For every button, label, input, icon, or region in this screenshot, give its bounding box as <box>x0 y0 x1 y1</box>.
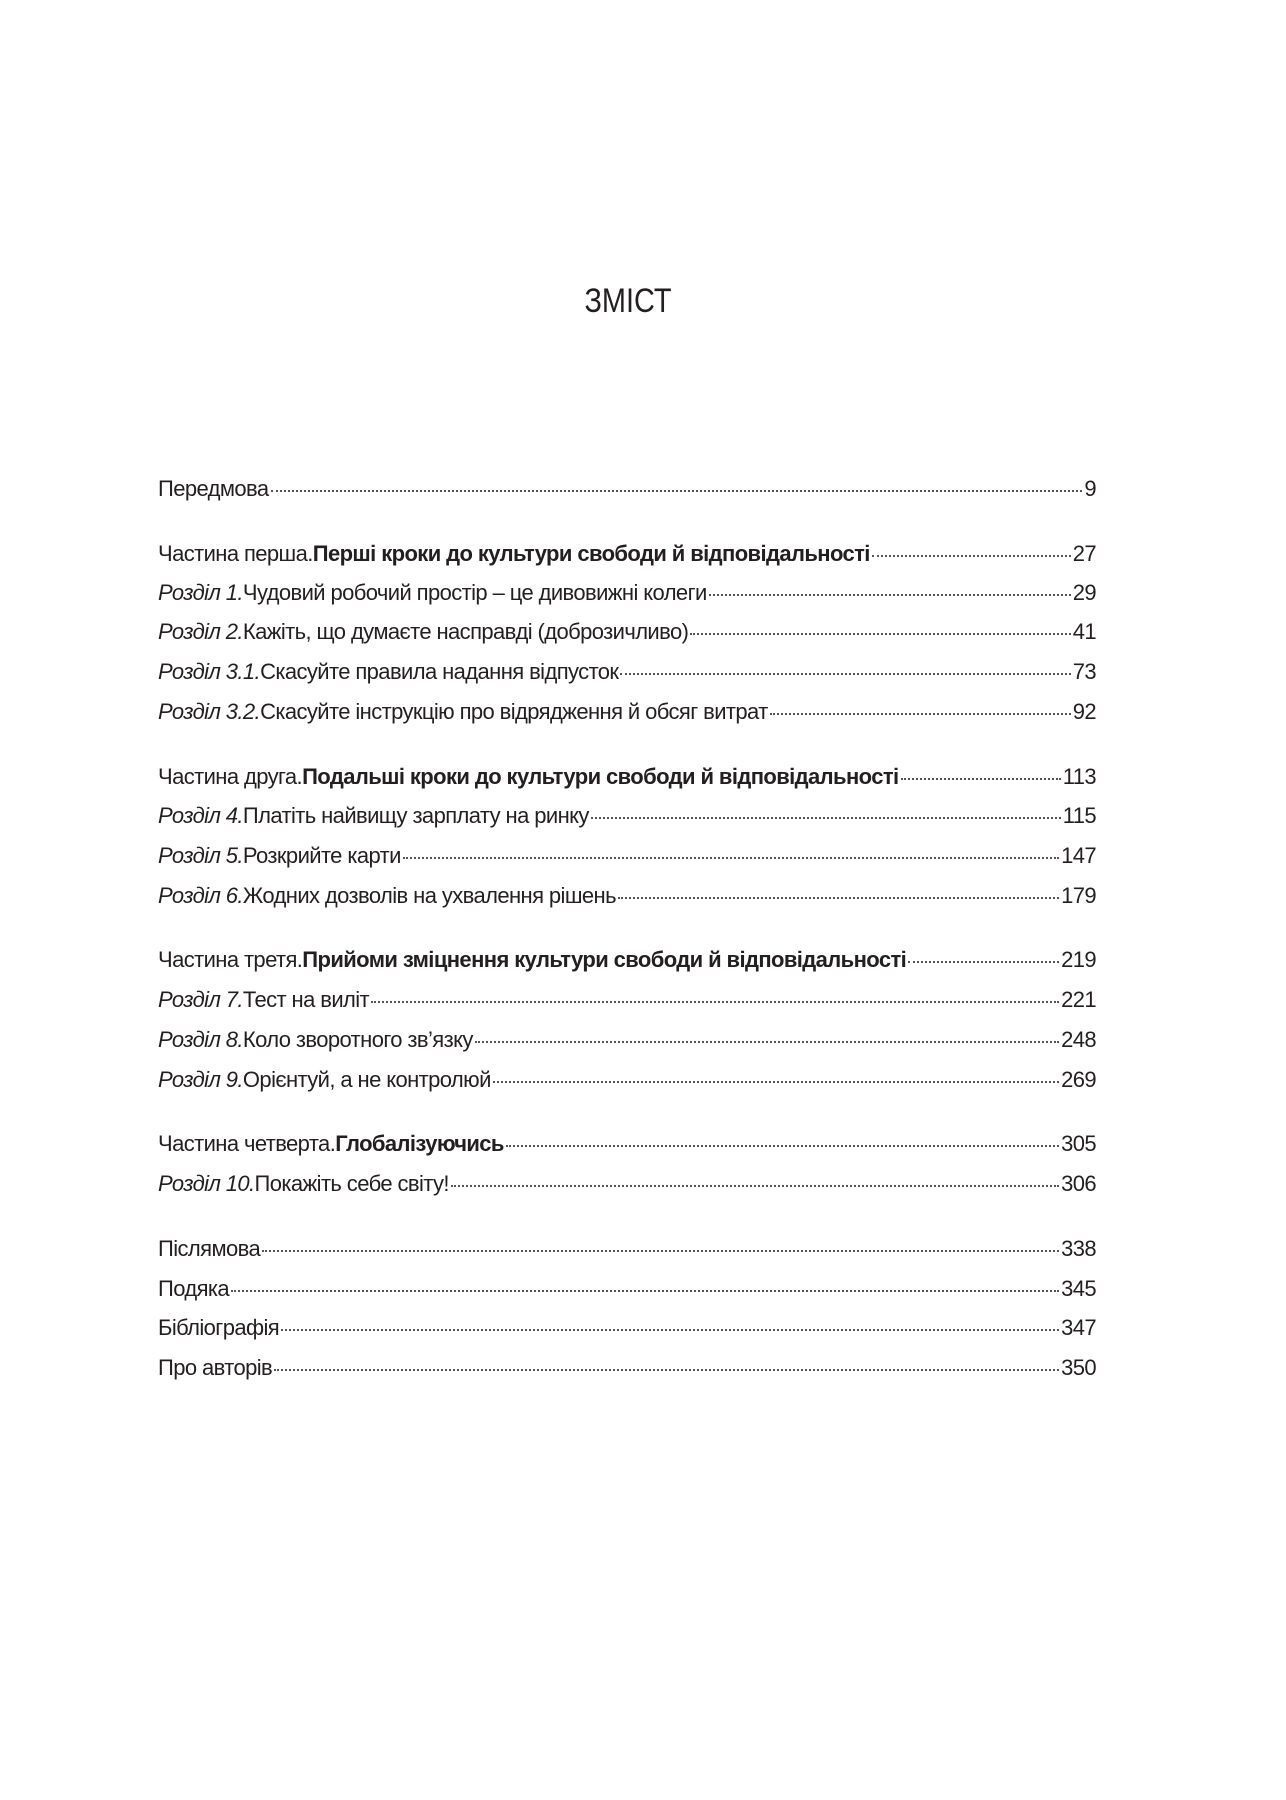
dot-leader <box>770 713 1071 715</box>
entry-page-number: 305 <box>1061 1131 1096 1156</box>
entry-page-number: 92 <box>1072 699 1096 724</box>
entry-page-number: 179 <box>1061 883 1096 908</box>
toc-entry[interactable] <box>158 1027 1096 1053</box>
entry-text: Кажіть, що думаєте насправді (доброзичливо) <box>242 619 689 644</box>
dot-leader <box>281 1329 1059 1331</box>
entry-page-number: 9 <box>1084 476 1096 501</box>
entry-page-number: 269 <box>1061 1067 1096 1092</box>
entry-page-number: 306 <box>1061 1171 1096 1196</box>
toc-entry[interactable] <box>158 1276 1096 1302</box>
dot-leader <box>403 857 1059 859</box>
toc-entry[interactable] <box>158 764 1096 790</box>
entry-page-number: 219 <box>1061 947 1096 972</box>
entry-page-number: 350 <box>1061 1355 1096 1380</box>
toc-entry[interactable] <box>158 541 1096 567</box>
entry-chapter-label: Розділ 1. <box>158 580 243 605</box>
toc-entry[interactable] <box>158 619 1096 645</box>
toc-entry[interactable] <box>158 1131 1096 1157</box>
entry-page-number: 147 <box>1061 843 1096 868</box>
dot-leader <box>591 817 1061 819</box>
dot-leader <box>274 1369 1059 1371</box>
dot-leader <box>262 1250 1059 1252</box>
entry-chapter-label: Розділ 2. <box>158 619 243 644</box>
entry-text: Тест на виліт <box>242 987 370 1012</box>
entry-page-number: 248 <box>1061 1027 1096 1052</box>
entry-text: Частина третя. <box>158 947 303 972</box>
dot-leader <box>371 1001 1059 1003</box>
dot-leader <box>709 594 1071 596</box>
entry-text: Бібліографія <box>158 1315 280 1340</box>
toc-entry[interactable] <box>158 1067 1096 1093</box>
entry-page-number: 113 <box>1062 764 1096 789</box>
entry-text: Чудовий робочий простір – це дивовижні колеги <box>242 580 707 605</box>
entry-page-number: 73 <box>1072 659 1096 684</box>
entry-text: Розкрийте карти <box>242 843 401 868</box>
entry-text: Частина перша. <box>158 541 313 566</box>
entry-text: Скасуйте правила надання відпусток <box>260 659 619 684</box>
entry-chapter-label: Розділ 8. <box>158 1027 243 1052</box>
entry-page-number: 347 <box>1061 1315 1096 1340</box>
dot-leader <box>493 1081 1059 1083</box>
toc-entry[interactable] <box>158 883 1096 909</box>
entry-part-title: Глобалізуючись <box>335 1131 504 1156</box>
entry-text: Орієнтуй, а не контролюй <box>242 1067 491 1092</box>
entry-chapter-label: Розділ 3.1. <box>158 659 261 684</box>
entry-text: Подяка <box>158 1276 230 1301</box>
entry-text: Післямова <box>158 1236 261 1261</box>
toc-entry[interactable] <box>158 1315 1096 1341</box>
entry-chapter-label: Розділ 3.2. <box>158 699 261 724</box>
entry-page-number: 115 <box>1062 803 1096 828</box>
toc-entry[interactable] <box>158 803 1096 829</box>
toc-entry[interactable] <box>158 947 1096 973</box>
dot-leader <box>872 555 1071 557</box>
entry-chapter-label: Розділ 4. <box>158 803 243 828</box>
dot-leader <box>690 633 1070 635</box>
dot-leader <box>451 1185 1059 1187</box>
entry-chapter-label: Розділ 9. <box>158 1067 243 1092</box>
entry-part-title: Подальші кроки до культури свободи й відповідальності <box>302 764 899 789</box>
toc-entry[interactable] <box>158 659 1096 685</box>
entry-page-number: 221 <box>1061 987 1096 1012</box>
dot-leader <box>620 673 1070 675</box>
entry-text: Платіть найвищу зарплату на ринку <box>242 803 589 828</box>
page-title: ЗМІСТ <box>584 282 672 320</box>
dot-leader <box>901 778 1061 780</box>
dot-leader <box>231 1290 1059 1292</box>
entry-page-number: 345 <box>1061 1276 1096 1301</box>
entry-text: Частина друга. <box>158 764 303 789</box>
entry-page-number: 41 <box>1072 619 1096 644</box>
entry-chapter-label: Розділ 10. <box>158 1171 255 1196</box>
entry-part-title: Прийоми зміцнення культури свободи й відповідальності <box>302 947 907 972</box>
toc-entry[interactable] <box>158 843 1096 869</box>
entry-page-number: 27 <box>1072 541 1096 566</box>
dot-leader <box>271 490 1083 492</box>
dot-leader <box>475 1041 1059 1043</box>
toc-entry[interactable] <box>158 1355 1096 1381</box>
toc-entry[interactable] <box>158 699 1096 725</box>
entry-text: Передмова <box>158 476 269 501</box>
entry-part-title: Перші кроки до культури свободи й відповідальності <box>312 541 870 566</box>
entry-page-number: 29 <box>1072 580 1096 605</box>
entry-text: Коло зворотного зв’язку <box>242 1027 473 1052</box>
toc-entry[interactable] <box>158 580 1096 606</box>
dot-leader <box>618 897 1059 899</box>
entry-page-number: 338 <box>1061 1236 1096 1261</box>
toc-entry[interactable] <box>158 476 1096 502</box>
dot-leader <box>506 1145 1059 1147</box>
dot-leader <box>908 961 1059 963</box>
toc-entry[interactable] <box>158 987 1096 1013</box>
entry-chapter-label: Розділ 7. <box>158 987 243 1012</box>
entry-text: Про авторів <box>158 1355 273 1380</box>
entry-chapter-label: Розділ 6. <box>158 883 243 908</box>
entry-text: Скасуйте інструкцію про відрядження й обсяг витрат <box>260 699 768 724</box>
toc-entry[interactable] <box>158 1236 1096 1262</box>
toc-entry[interactable] <box>158 1171 1096 1197</box>
entry-text: Жодних дозволів на ухвалення рішень <box>242 883 616 908</box>
entry-chapter-label: Розділ 5. <box>158 843 243 868</box>
entry-text: Частина четверта. <box>158 1131 336 1156</box>
entry-text: Покажіть себе світу! <box>254 1171 449 1196</box>
